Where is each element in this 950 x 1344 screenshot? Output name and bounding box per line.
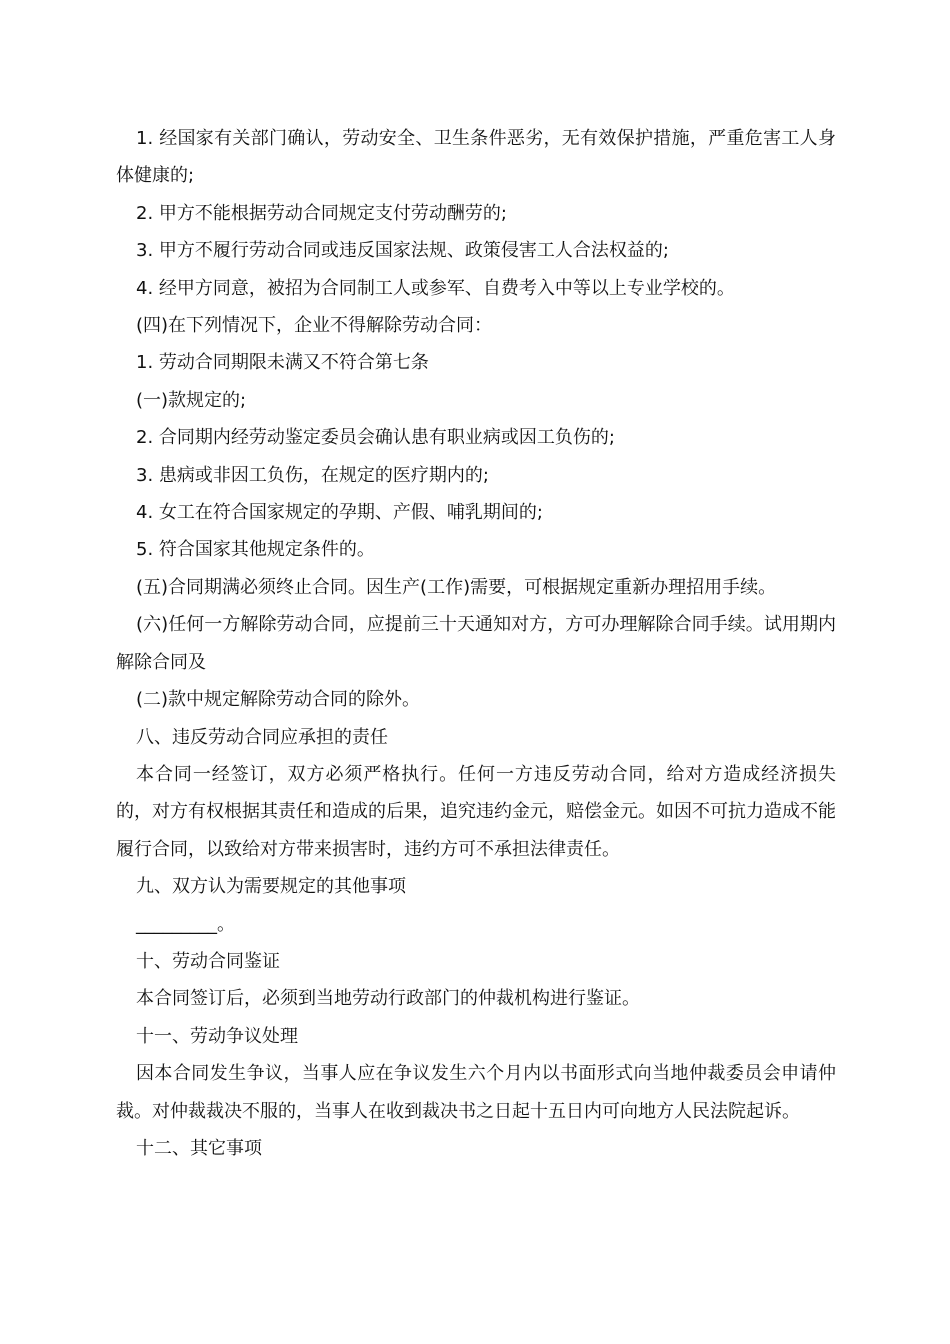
paragraph-item-2: 2. 合同期内经劳动鉴定委员会确认患有职业病或因工负伤的; — [136, 427, 615, 449]
document-body — [116, 120, 836, 1167]
heading-section-10: 十、劳动合同鉴证 — [136, 950, 280, 972]
paragraph-item-4: 4. 女工在符合国家规定的孕期、产假、哺乳期间的; — [136, 502, 543, 524]
paragraph-section-6: (六)任何一方解除劳动合同，应提前三十天通知对方，方可办理解除合同手续。试用期内解除合同及 — [116, 614, 836, 673]
heading-section-11: 十一、劳动争议处理 — [136, 1025, 298, 1047]
heading-section-8: 八、违反劳动合同应承担的责任 — [136, 726, 388, 748]
paragraph-section-5: (五)合同期满必须终止合同。因生产(工作)需要，可根据规定重新办理招用手续。 — [136, 576, 777, 598]
paragraph-item-5: 5. 符合国家其他规定条件的。 — [136, 539, 375, 561]
paragraph-clause-2: 2. 甲方不能根据劳动合同规定支付劳动酬劳的; — [136, 202, 507, 224]
paragraph-clause-4: 4. 经甲方同意，被招为合同制工人或参军、自费考入中等以上专业学校的。 — [136, 277, 735, 299]
paragraph-item-1: 1. 劳动合同期限未满又不符合第七条 — [136, 352, 429, 374]
paragraph-item-1-cont: (一)款规定的; — [136, 389, 247, 411]
paragraph-section-6-cont: (二)款中规定解除劳动合同的除外。 — [136, 689, 421, 711]
paragraph-item-3: 3. 患病或非因工负伤，在规定的医疗期内的; — [136, 464, 489, 486]
heading-section-12: 十二、其它事项 — [136, 1137, 262, 1159]
paragraph-clause-1: 1. 经国家有关部门确认，劳动安全、卫生条件恶劣，无有效保护措施，严重危害工人身体健康的; — [116, 128, 836, 187]
paragraph-section-11-body: 因本合同发生争议，当事人应在争议发生六个月内以书面形式向当地仲裁委员会申请仲裁。对仲裁裁决不服的，当事人在收到裁决书之日起十五日内可向地方人民法院起诉。 — [116, 1063, 836, 1122]
heading-section-9: 九、双方认为需要规定的其他事项 — [136, 876, 406, 898]
paragraph-blank-line: _________。 — [136, 913, 235, 935]
paragraph-section-10-body: 本合同签订后，必须到当地劳动行政部门的仲裁机构进行鉴证。 — [136, 988, 640, 1010]
paragraph-section-8-body: 本合同一经签订，双方必须严格执行。任何一方违反劳动合同，给对方造成经济损失的，对方有权根据其责任和造成的后果，追究违约金元，赔偿金元。如因不可抗力造成不能履行合同，以致给对方带来损害时，违约方可不承担法律责任。 — [116, 763, 836, 860]
paragraph-section-4-heading: (四)在下列情况下，企业不得解除劳动合同： — [136, 315, 493, 337]
paragraph-clause-3: 3. 甲方不履行劳动合同或违反国家法规、政策侵害工人合法权益的; — [136, 240, 669, 262]
